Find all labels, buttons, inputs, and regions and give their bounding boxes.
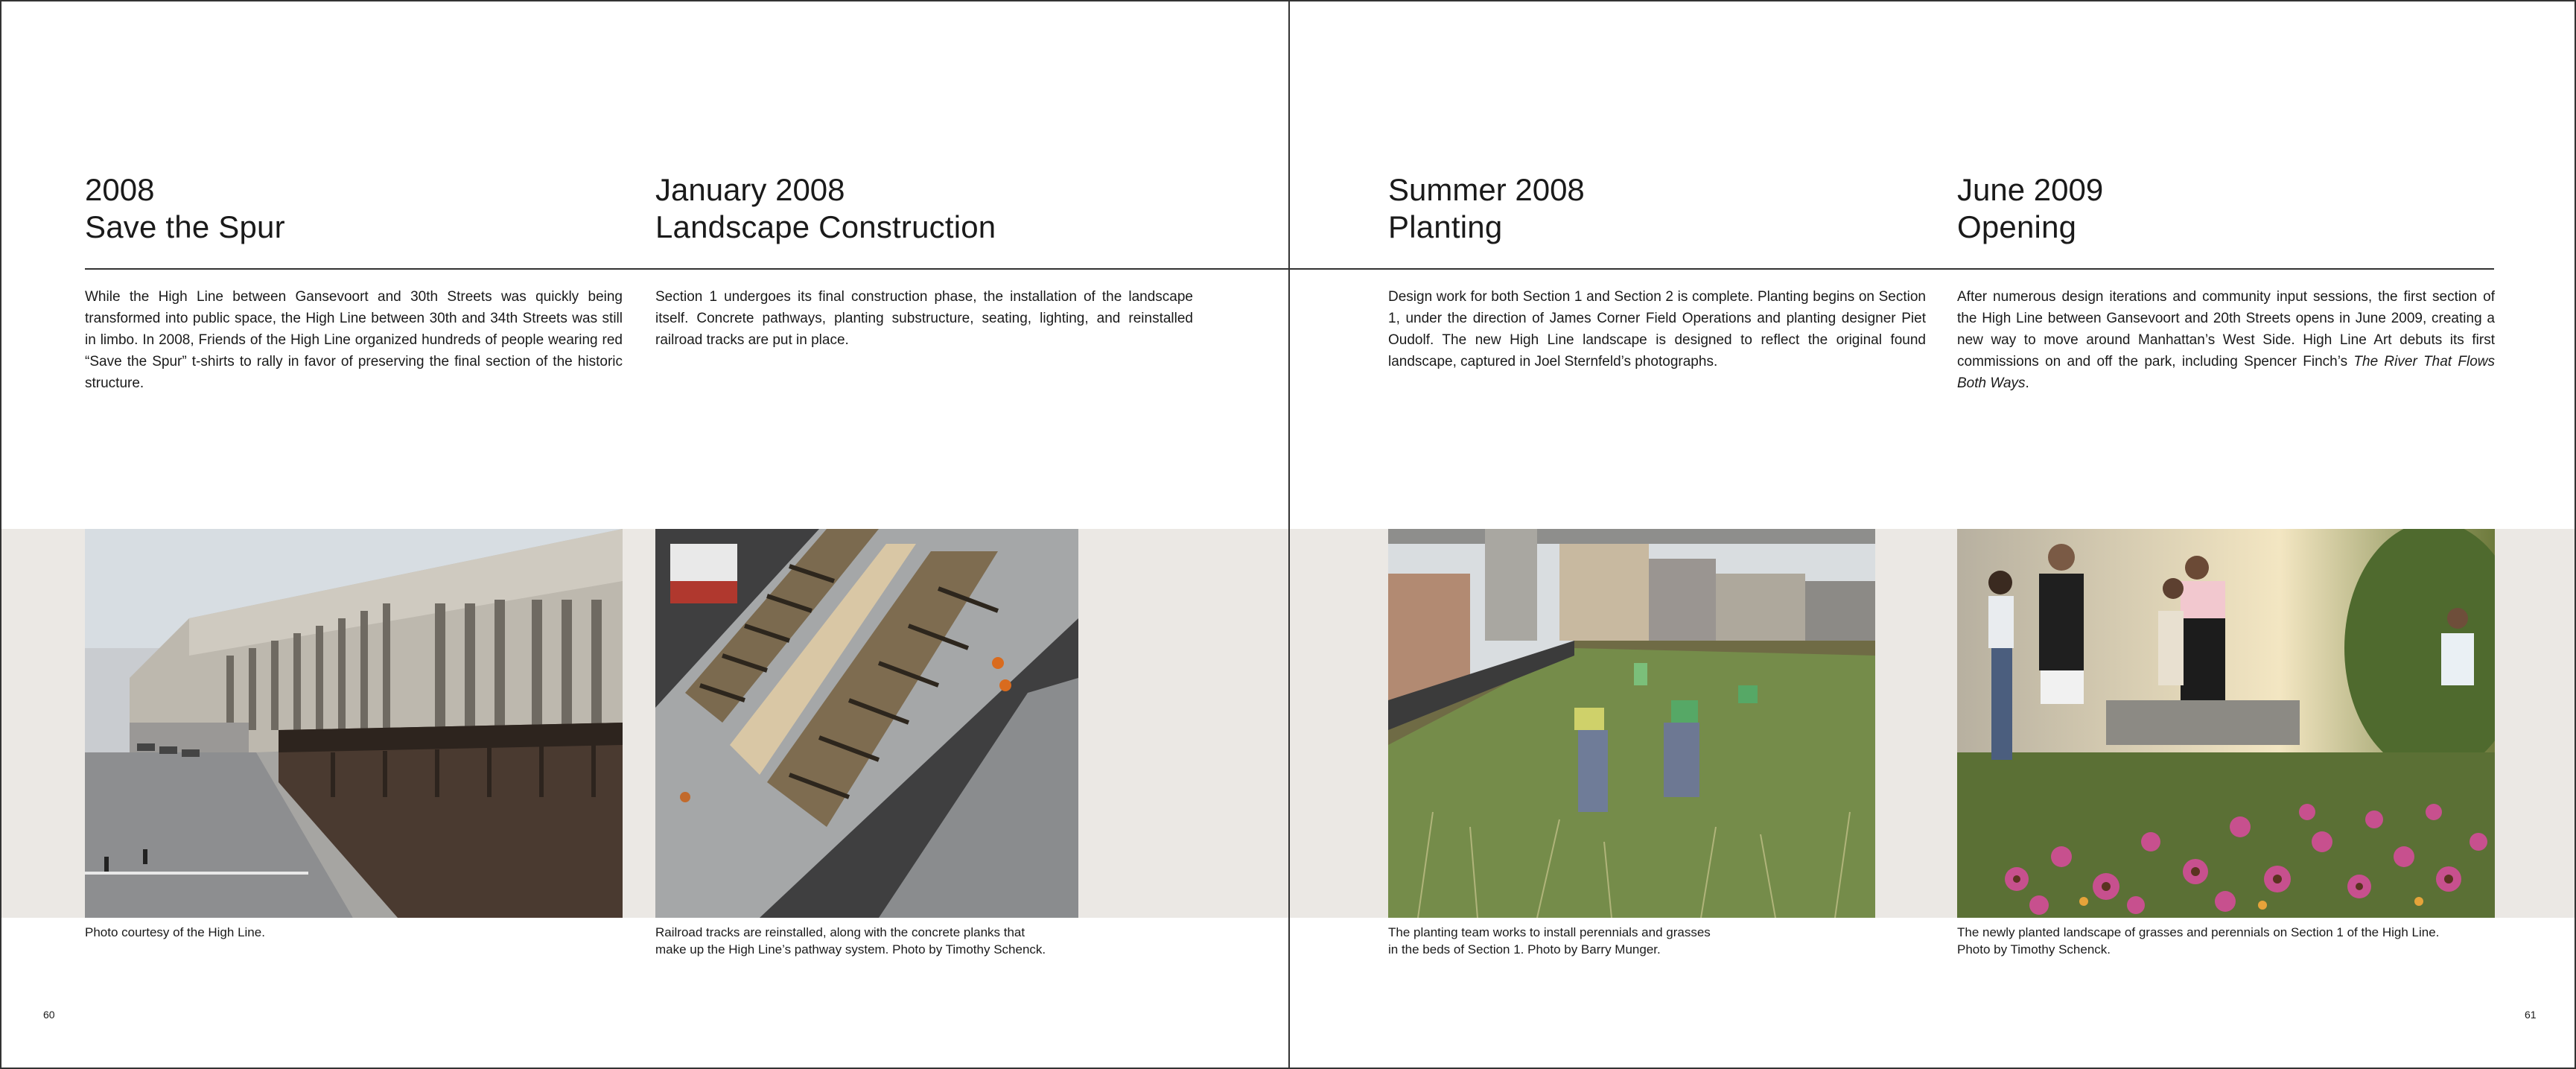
column-body bbox=[1957, 286, 2495, 394]
photo-illustration bbox=[1388, 529, 1875, 918]
caption-line: Railroad tracks are reinstalled, along with the concrete planks that bbox=[655, 925, 1025, 939]
artwork-title: The River That Flows Both Ways bbox=[1957, 354, 2496, 391]
caption-line: make up the High Line’s pathway system. Photo by Timothy Schenck. bbox=[655, 942, 1046, 957]
photo-planting-team bbox=[1388, 529, 1875, 918]
column-opening bbox=[1957, 171, 2495, 246]
caption-line: in the beds of Section 1. Photo by Barry Munger. bbox=[1388, 942, 1661, 957]
caption-line: The planting team works to install perennials and grasses bbox=[1388, 925, 1711, 939]
column-body: While the High Line between Gansevoort and 30th Streets was quickly being transformed into public space, the High Line between 30th and 34th Streets was still in limbo. In 2008, Friends of the High Line organized hundreds of people wearing red “Save the Spur” t-shirts to rally in favor of preserving the final section of the historic structure. bbox=[85, 289, 623, 391]
photo-high-line-spur bbox=[85, 529, 623, 918]
photo-caption bbox=[1388, 924, 1926, 958]
column-title: Save the Spur bbox=[85, 209, 285, 244]
column-year: Summer 2008 bbox=[1388, 172, 1585, 207]
caption-line: Photo by Timothy Schenck. bbox=[1957, 942, 2111, 957]
column-body: Design work for both Section 1 and Section 2 is complete. Planting begins on Section 1, under the direction of James Corner Field Operations and planting designer Piet Oudolf. The new High Line landscape is designed to reflect the original found landscape, captured in Joel Sternfeld’s photographs. bbox=[1388, 289, 1926, 369]
photo-caption bbox=[655, 924, 1193, 958]
column-planting bbox=[1388, 171, 1926, 246]
left-page-rule bbox=[85, 268, 1288, 270]
column-title: Opening bbox=[1957, 209, 2077, 244]
photo-opening-visitors bbox=[1957, 529, 2495, 918]
column-landscape-construction bbox=[655, 171, 1193, 246]
column-year: June 2009 bbox=[1957, 172, 2104, 207]
photo-caption bbox=[1957, 924, 2495, 958]
page-gutter bbox=[1288, 1, 1290, 1069]
column-body: Section 1 undergoes its final construction phase, the installation of the landscape itself. Concrete pathways, planting substructure, seating, lighting, and reinstalled railroad tracks are put in place. bbox=[655, 289, 1193, 348]
column-title: Landscape Construction bbox=[655, 209, 996, 244]
column-save-the-spur bbox=[85, 171, 623, 246]
column-year: 2008 bbox=[85, 172, 155, 207]
photo-caption: Photo courtesy of the High Line. bbox=[85, 925, 265, 939]
caption-line: The newly planted landscape of grasses and perennials on Section 1 of the High Line. bbox=[1957, 925, 2440, 939]
page-number-left: 60 bbox=[43, 1009, 55, 1021]
photo-illustration bbox=[85, 529, 623, 918]
page-number-right: 61 bbox=[2525, 1009, 2537, 1021]
body-text-end: . bbox=[2025, 375, 2029, 391]
body-text: After numerous design iterations and community input sessions, the first section of the High Line between Gansevoort and 20th Streets opens in June 2009, creating a new way to move around Manhattan’s West Side. High Line Art debuts its first commissions on and off the park, including Spencer Finch’s bbox=[1957, 289, 2495, 369]
photo-illustration bbox=[1957, 529, 2495, 918]
column-year: January 2008 bbox=[655, 172, 845, 207]
column-title: Planting bbox=[1388, 209, 1503, 244]
photo-railroad-tracks bbox=[655, 529, 1078, 918]
photo-illustration bbox=[655, 529, 1078, 918]
right-page-rule bbox=[1290, 268, 2494, 270]
